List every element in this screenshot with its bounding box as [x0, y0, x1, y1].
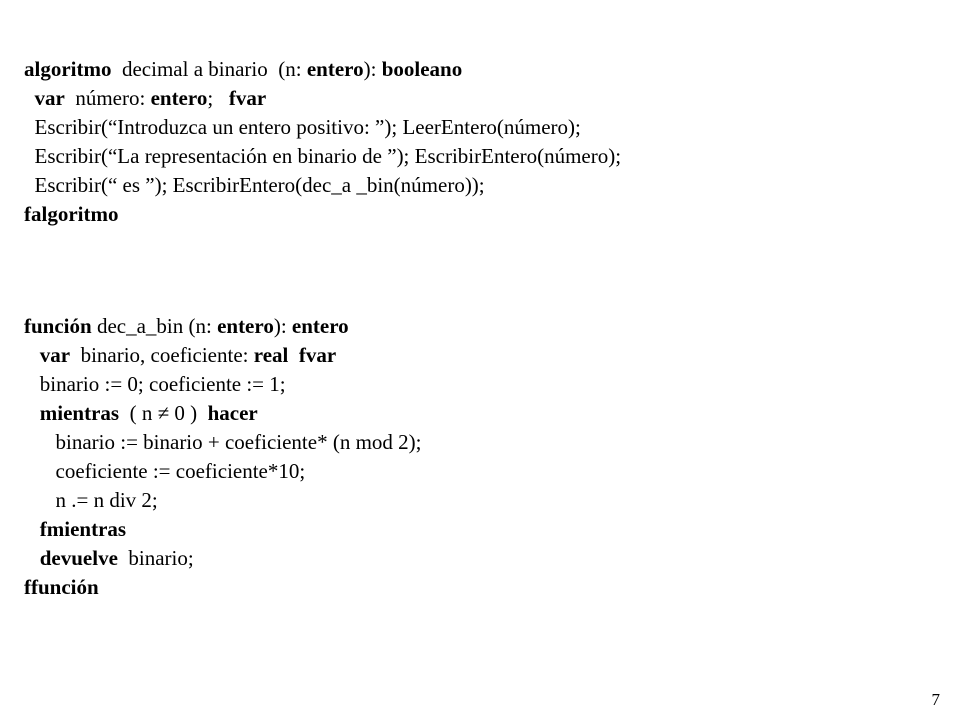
code-line [24, 573, 422, 602]
code-line [24, 457, 422, 486]
code-line [24, 312, 422, 341]
keyword: var [39, 343, 71, 367]
code-line [24, 171, 621, 200]
keyword: falgoritmo [24, 202, 119, 226]
code-text [24, 401, 40, 425]
code-line [24, 399, 422, 428]
code-text [24, 343, 40, 367]
code-text: ): [363, 57, 382, 81]
code-text: Escribir(“Introduzca un entero positivo: ”); LeerEntero(número); [24, 115, 581, 139]
code-text: Escribir(“ es ”); EscribirEntero(dec_a _bin(número)); [24, 173, 485, 197]
keyword: fvar [298, 343, 337, 367]
keyword: fmientras [39, 517, 127, 541]
keyword: ffunción [24, 575, 99, 599]
code-line [24, 55, 621, 84]
keyword: mientras [39, 401, 120, 425]
algorithm-code-block [24, 55, 621, 229]
code-line [24, 370, 422, 399]
code-line [24, 428, 422, 457]
page-number: 7 [931, 690, 940, 709]
code-text: número: [64, 86, 151, 110]
code-text: dec_a_bin (n: [91, 314, 218, 338]
code-text: decimal a binario (n: [111, 57, 307, 81]
keyword: entero [150, 86, 208, 110]
code-line [24, 515, 422, 544]
code-line [24, 200, 621, 229]
code-line [24, 113, 621, 142]
keyword: entero [217, 314, 274, 338]
keyword: algoritmo [24, 57, 112, 81]
code-line [24, 142, 621, 171]
keyword: entero [306, 57, 364, 81]
code-text [24, 546, 40, 570]
code-line [24, 341, 422, 370]
code-text: ( n ≠ 0 ) [119, 401, 208, 425]
keyword: función [24, 314, 92, 338]
code-text [288, 343, 299, 367]
code-text [24, 517, 40, 541]
keyword: booleano [381, 57, 463, 81]
keyword: fvar [228, 86, 267, 110]
code-text: binario, coeficiente: [70, 343, 254, 367]
code-text: n .= n div 2; [24, 488, 158, 512]
keyword: hacer [207, 401, 258, 425]
code-text: coeficiente := coeficiente*10; [24, 459, 306, 483]
code-text: binario := 0; coeficiente := 1; [24, 372, 286, 396]
code-text: ): [273, 314, 292, 338]
code-text: binario; [117, 546, 194, 570]
keyword: real [253, 343, 289, 367]
code-line [24, 544, 422, 573]
keyword: devuelve [39, 546, 118, 570]
code-text [24, 86, 35, 110]
code-line [24, 84, 621, 113]
code-text: Escribir(“La representación en binario de ”); EscribirEntero(número); [24, 144, 622, 168]
keyword: entero [291, 314, 349, 338]
code-text: ; [207, 86, 229, 110]
code-text: binario := binario + coeficiente* (n mod 2); [24, 430, 422, 454]
function-code-block [24, 312, 422, 602]
keyword: var [34, 86, 65, 110]
code-line [24, 486, 422, 515]
